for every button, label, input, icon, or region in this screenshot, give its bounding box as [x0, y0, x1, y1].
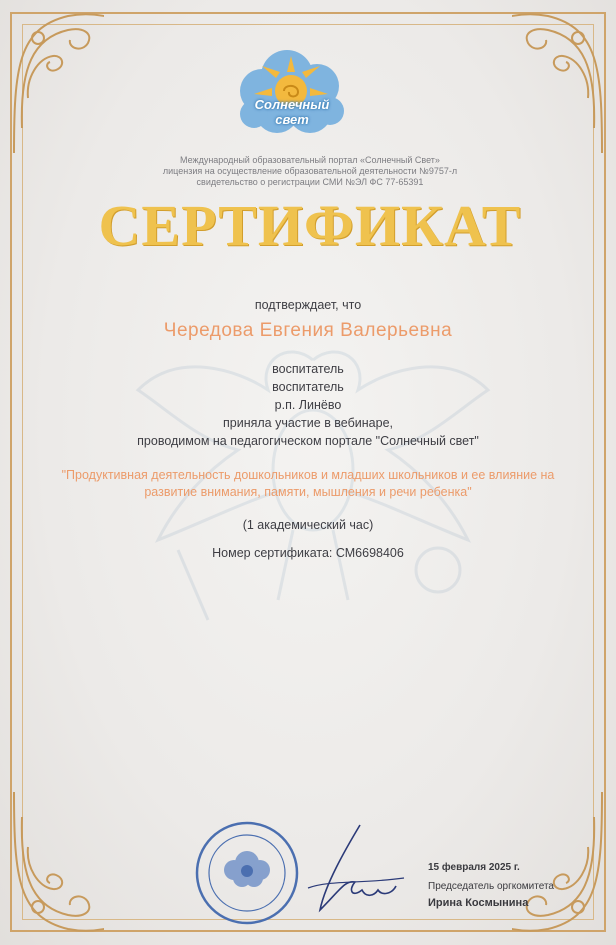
portal-info: [110, 155, 510, 188]
signature: [300, 820, 410, 920]
academic-hours: (1 академический час): [242, 518, 374, 532]
participation-text: приняла участие в вебинаре,: [223, 416, 393, 430]
locality-text: р.п. Линёво: [274, 398, 342, 412]
portal-info-line: лицензия на осуществление образовательной деятельности №9757-л: [162, 166, 458, 176]
position-line-1: воспитатель: [272, 362, 344, 376]
portal-info-line: свидетельство о регистрации СМИ №ЭЛ ФС 77-65391: [196, 177, 424, 187]
confirms-text: подтверждает, что: [254, 298, 362, 312]
position-line-2: воспитатель: [272, 380, 344, 394]
portal-held-text: проводимом на педагогическом портале "Солнечный свет": [137, 434, 479, 448]
recipient-name: Чередова Евгения Валерьевна: [163, 320, 453, 341]
ornament-corner-bottom-right: [508, 787, 608, 937]
webinar-title-line: развитие внимания, памяти, мышления и речи ребенка": [144, 485, 472, 499]
logo-text: Солнечный свет: [254, 97, 330, 127]
eagle-emblem-watermark: [118, 300, 508, 630]
ornament-corner-bottom-left: [8, 787, 108, 937]
signer-name: Ирина Космынина: [428, 897, 529, 909]
certificate-number: Номер сертификата: СМ6698406: [212, 546, 404, 560]
organization-stamp: [192, 818, 302, 928]
ornament-corner-top-right: [508, 8, 608, 158]
issue-date: 15 февраля 2025 г.: [428, 862, 520, 873]
ornament-corner-top-left: [8, 8, 108, 158]
portal-info-line: Международный образовательный портал «Солнечный Свет»: [180, 155, 440, 165]
certificate-title: СЕРТИФИКАТ: [98, 193, 522, 258]
webinar-title: [40, 467, 576, 501]
signer-role: Председатель оргкомитета: [428, 881, 554, 892]
webinar-title-line: "Продуктивная деятельность дошкольников и младших школьников и ее влияние на: [61, 468, 555, 482]
